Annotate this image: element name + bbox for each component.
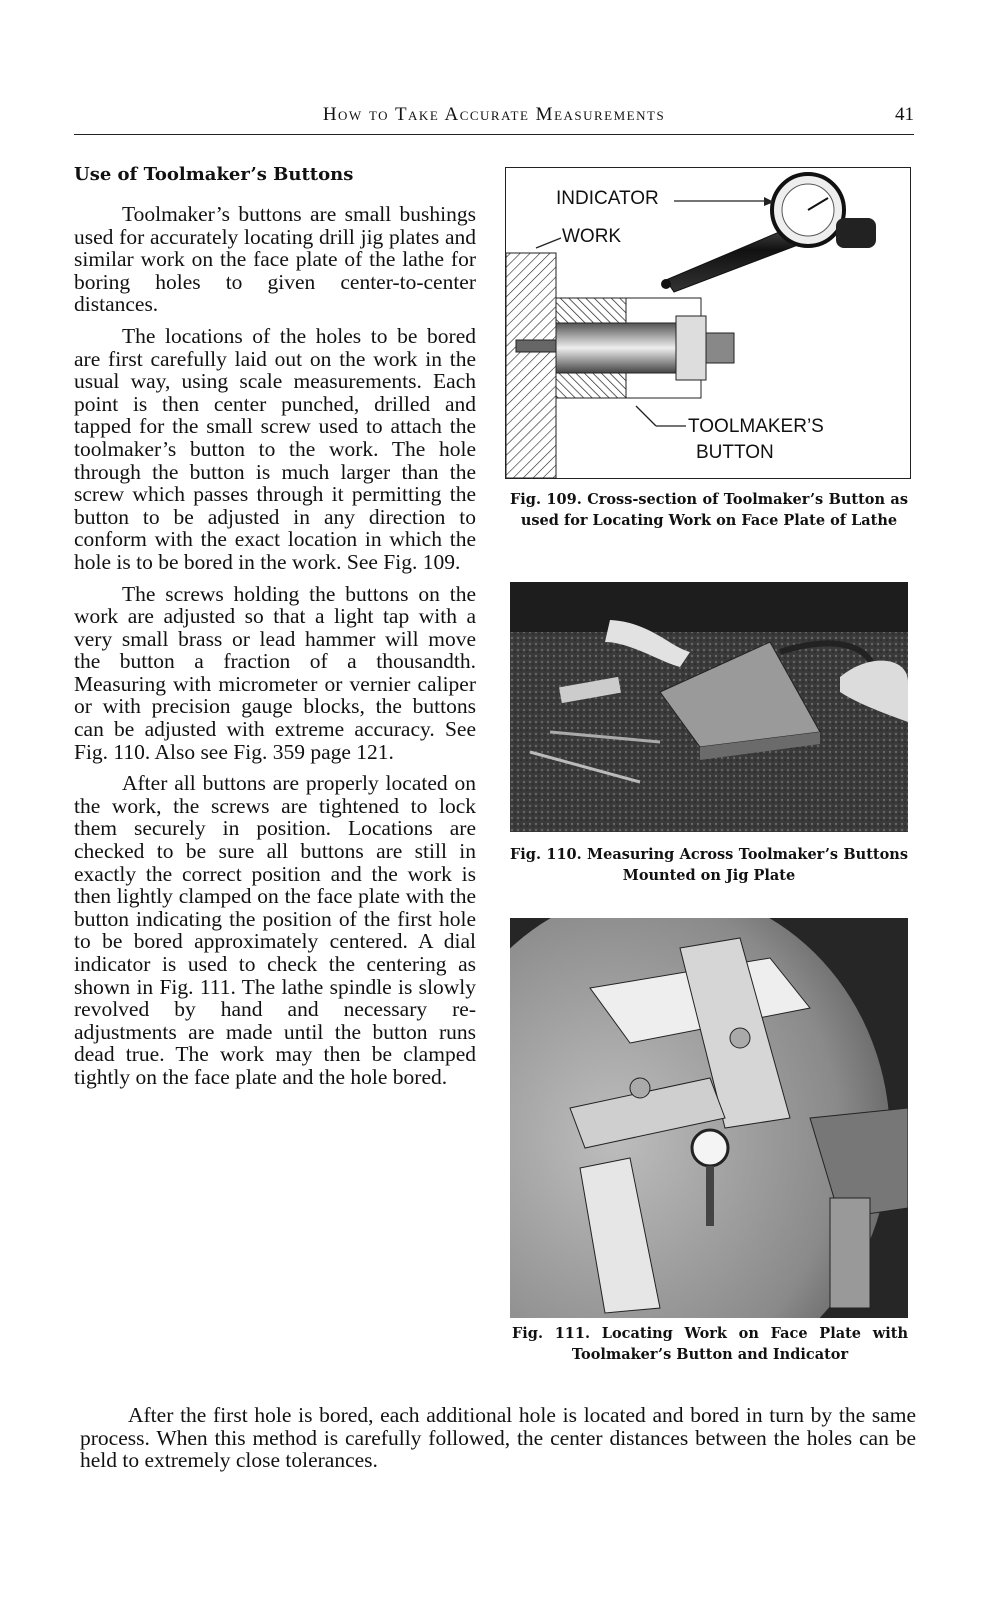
fig-109-caption-text: Cross-section of Toolmaker’s Button as used for Locating Work on Face Plate of Lathe — [520, 491, 908, 529]
text-column — [74, 164, 476, 1098]
cross-section-drawing — [506, 168, 910, 478]
running-header — [74, 104, 914, 132]
page-number: 41 — [895, 104, 914, 125]
paragraph-1: Toolmaker’s buttons are small bushings used for accurately locating drill jig plates and similar work on the face plate of the lathe for boring holes to given center-to-center distances. — [74, 202, 476, 317]
label-toolmakers: TOOLMAKER’S — [688, 416, 824, 437]
fig-109-caption — [510, 489, 908, 531]
header-title: How to Take Accurate Measurements — [322, 104, 666, 125]
paragraph-3: The screws holding the buttons on the work are adjusted so that a light tap with a very small brass or lead hammer will move the button a fraction of a thousandth. Measuring with micrometer or vernier caliper or with precision gauge blocks, the buttons can be adjusted with extreme accuracy. See Fig. 110. Also see Fig. 359 page 121. — [74, 581, 476, 764]
section-title: Use of Toolmaker’s Buttons — [74, 164, 354, 185]
fig-110-caption-text: Measuring Across Toolmaker’s Buttons Mounted on Jig Plate — [587, 846, 908, 884]
toolmaker-button-shape — [706, 333, 734, 363]
fig-111-photo — [510, 918, 908, 1318]
final-paragraph: After the first hole is bored, each additional hole is located and bored in turn by the same process. When this method is carefully followed, the center distances between the holes can be held to extremely close tolerances. — [80, 1403, 916, 1473]
paragraph-4: After all buttons are properly located on the work, the screws are tightened to lock them securely in position. Locations are checked to be sure all buttons are still in exactly the correct position and the work is then lightly clamped on the face plate with the button indicating the position of the first hole to be bored approximately centered. A dial indicator is used to check the centering as shown in Fig. 111. The lathe spindle is slowly revolved by hand and necessary re-adjustments are made until the button runs dead true. The work may then be clamped tightly on the face plate and the hole bored. — [74, 771, 476, 1089]
header-rule — [74, 134, 914, 135]
fig-109-number: Fig. 109. — [510, 491, 582, 508]
paragraph-2: The locations of the holes to be bored are first carefully laid out on the work in the usual way, using scale measurements. Each point is then center punched, drilled and tapped for the small screw used to attach the toolmaker’s button to the work. The hole through the button is much larger than the screw which passes through it permitting the button to be adjusted in any direction to conform with the exact location in which the hole is to be bored in the work. See Fig. 109. — [74, 323, 476, 574]
fig-111-caption-text: Locating Work on Face Plate with Toolmaker’s Button and Indicator — [571, 1325, 908, 1363]
fig-111-caption — [512, 1323, 908, 1365]
fig-109-diagram — [505, 167, 911, 479]
label-indicator: INDICATOR — [556, 188, 659, 209]
button-bore — [556, 323, 676, 373]
label-work: WORK — [562, 226, 622, 247]
fig-111-number: Fig. 111. — [512, 1325, 591, 1342]
fig-110-caption — [510, 844, 908, 886]
screw-shape — [516, 340, 556, 352]
fig-110-number: Fig. 110. — [510, 846, 582, 863]
label-button: BUTTON — [696, 442, 774, 463]
face-plate-section — [506, 253, 556, 478]
fig-110-photo — [510, 582, 908, 832]
